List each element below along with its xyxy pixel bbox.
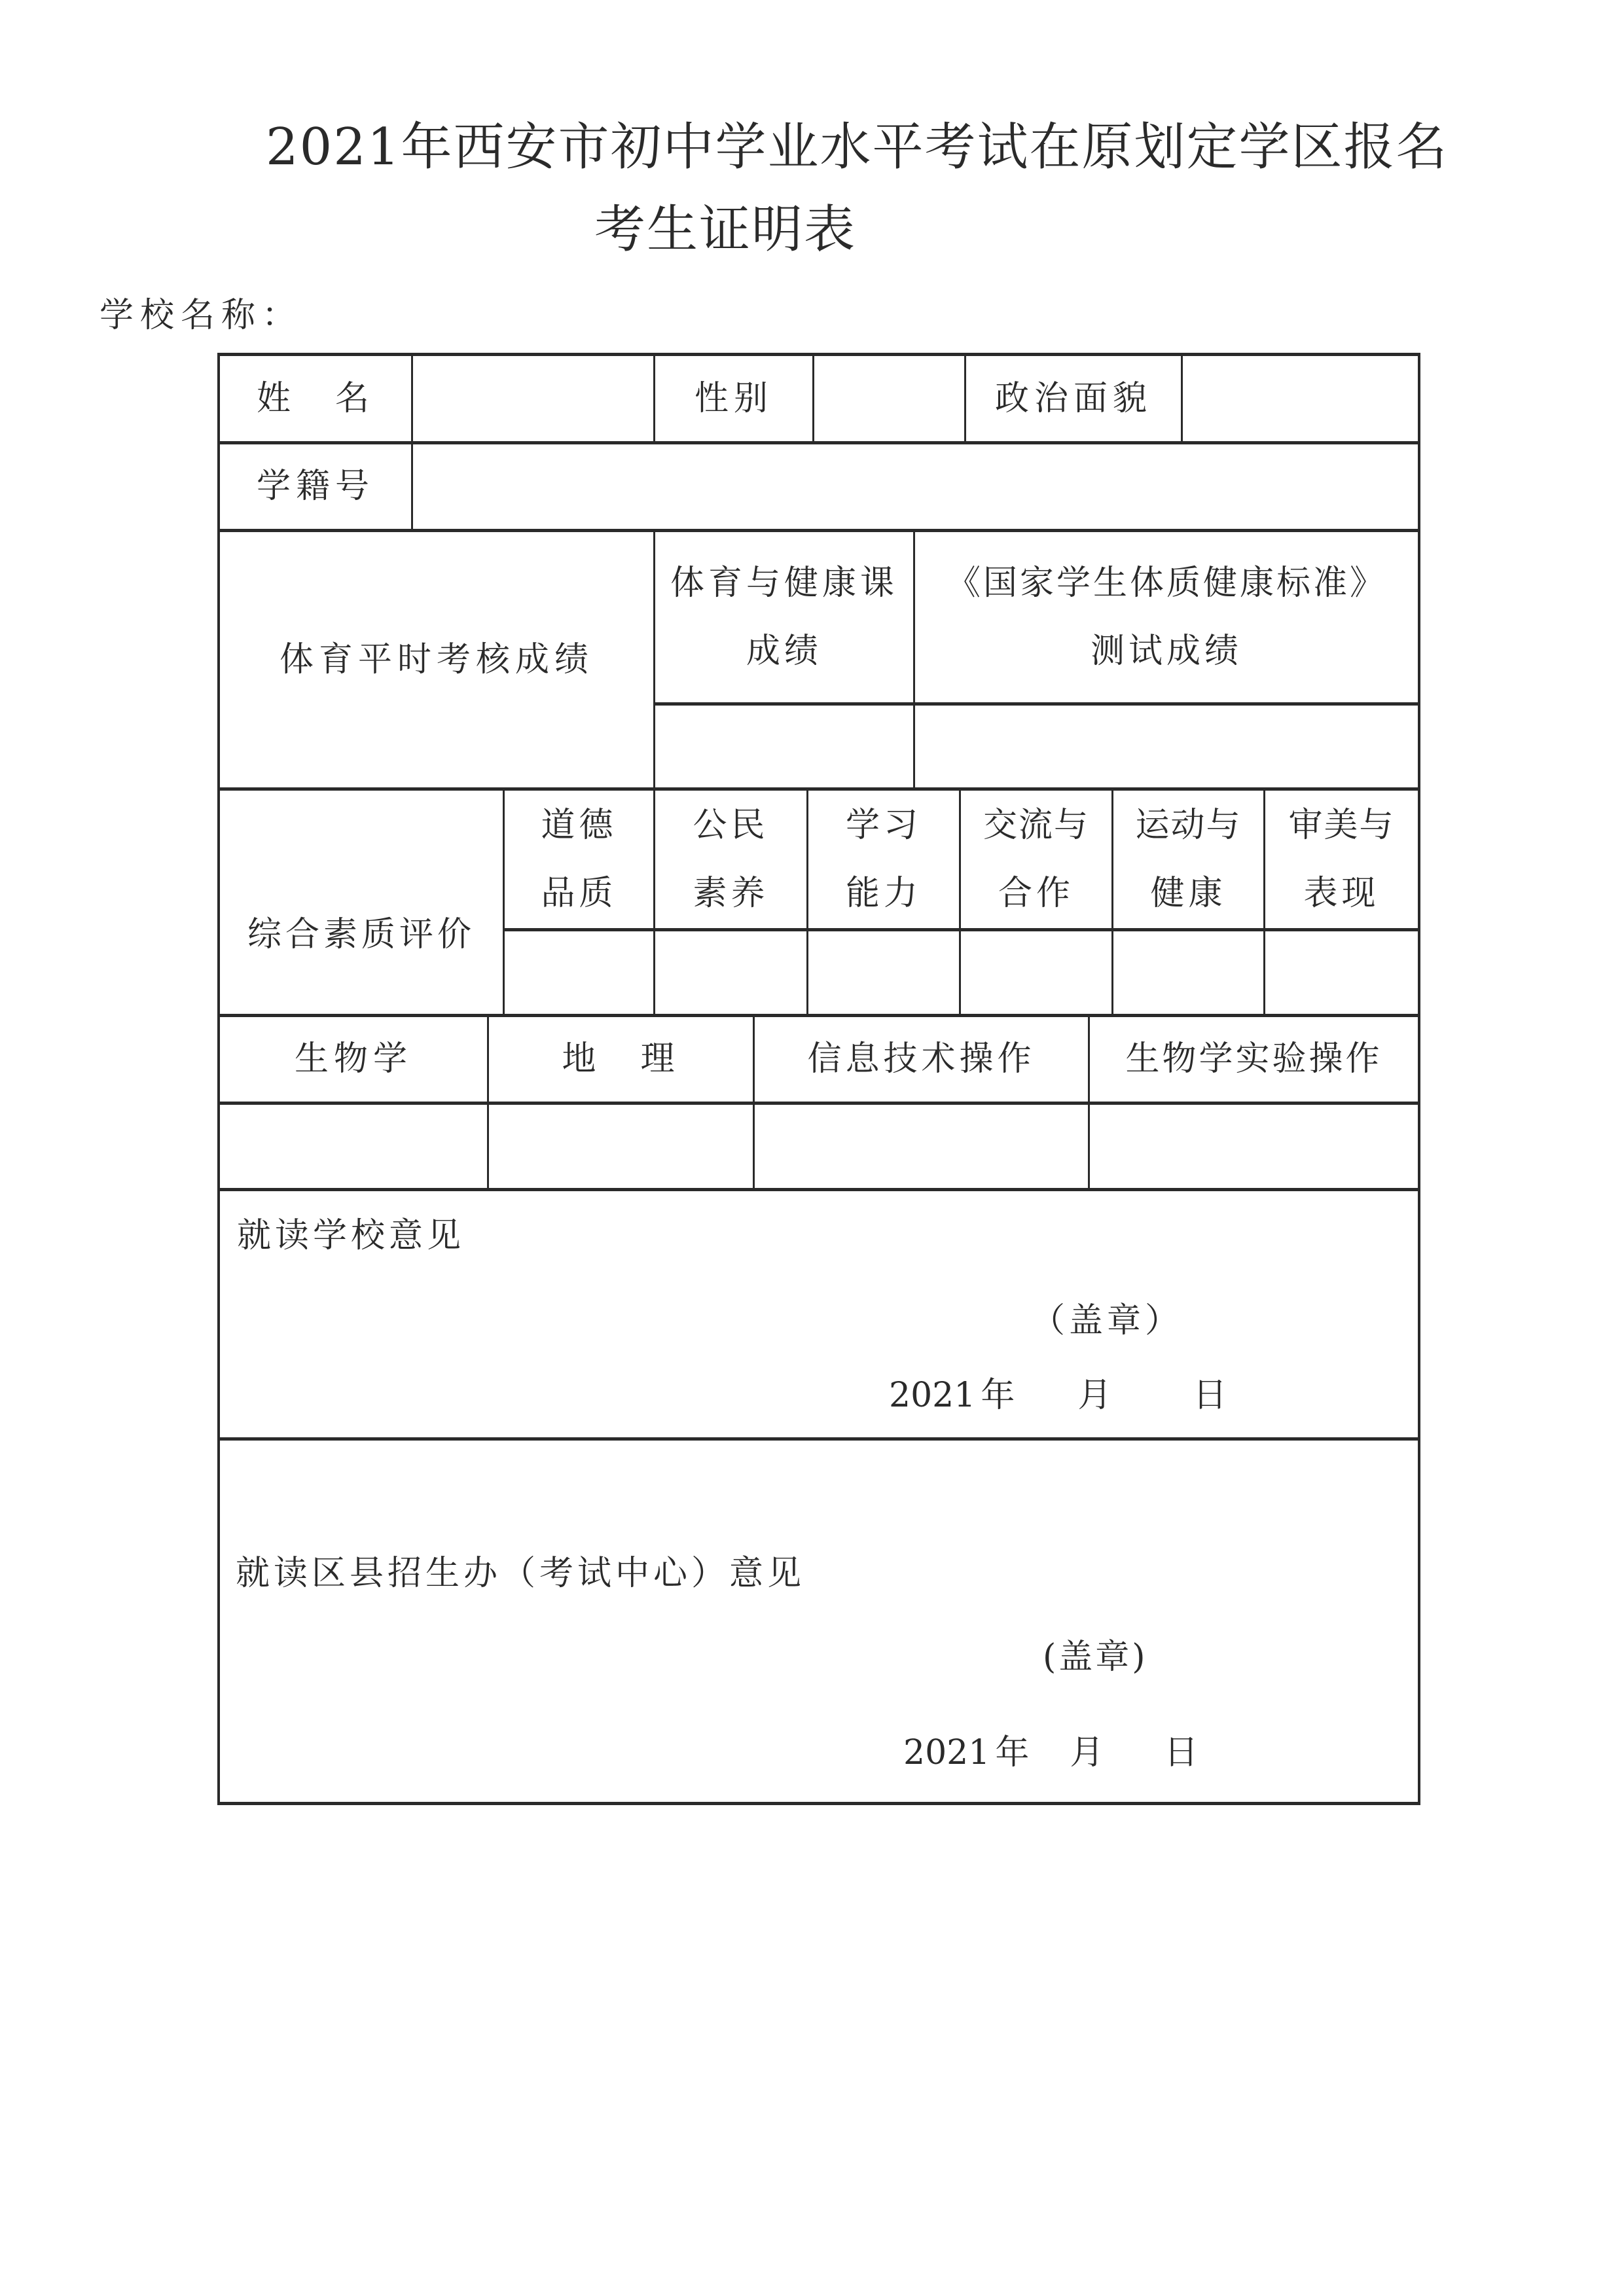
document-title-line2: 考生证明表 — [594, 200, 857, 259]
student-id-label-cell — [220, 444, 411, 529]
political-status-label: 政治面貌 — [994, 378, 1152, 418]
district-opinion-label: 就读区县招生办（考试中心）意见 — [236, 1554, 806, 1593]
quality-learning-field[interactable] — [808, 931, 959, 1014]
district-opinion-area[interactable] — [220, 1441, 1418, 1802]
gender-field[interactable] — [814, 356, 964, 441]
quality-header-learning: 学习 能力 — [845, 806, 922, 913]
political-status-label-cell — [966, 356, 1181, 441]
subject-header-geography: 地 理 — [562, 1039, 680, 1079]
political-status-field[interactable] — [1183, 356, 1418, 441]
biology-lab-score-field[interactable] — [1090, 1105, 1418, 1188]
subject-header-it-operation: 信息技术操作 — [807, 1039, 1036, 1079]
quality-header-civic: 公民 素养 — [693, 806, 769, 913]
quality-header-moral: 道德 品质 — [541, 806, 617, 913]
quality-eval-label: 综合素质评价 — [247, 915, 475, 955]
district-opinion-date: 2021 年 月 日 — [903, 1733, 1199, 1772]
student-id-label: 学籍号 — [256, 467, 374, 507]
pe-course-score-field[interactable] — [655, 706, 913, 787]
school-name-field[interactable] — [308, 288, 831, 340]
quality-header-sports: 运动与 健康 — [1135, 806, 1242, 913]
gender-label: 性别 — [694, 378, 773, 418]
name-label-cell — [220, 356, 411, 441]
subject-header-biology: 生物学 — [294, 1039, 412, 1079]
table-border-right — [1418, 354, 1420, 1804]
row-line — [217, 1802, 1420, 1805]
quality-header-aesthetics: 审美与 表现 — [1288, 806, 1395, 913]
pe-course-header: 体育与健康课 成绩 — [670, 564, 898, 671]
school-stamp-note: （盖章） — [1031, 1301, 1183, 1340]
school-opinion-date: 2021 年 月 日 — [889, 1376, 1227, 1415]
pe-score-label: 体育平时考核成绩 — [279, 639, 594, 679]
school-date-year: 2021 — [889, 1376, 976, 1415]
subject-header-biology-lab: 生物学实验操作 — [1125, 1039, 1382, 1079]
it-operation-score-field[interactable] — [755, 1105, 1088, 1188]
district-stamp-note: (盖章) — [1043, 1638, 1148, 1677]
school-opinion-label-pos: 就读学校意见 — [237, 1216, 465, 1255]
quality-civic-field[interactable] — [655, 931, 806, 1014]
name-label: 姓 名 — [256, 378, 374, 418]
name-field[interactable] — [413, 356, 653, 441]
district-date-year: 2021 — [903, 1733, 990, 1772]
school-name-label: 学校名称： — [99, 296, 303, 335]
quality-header-communication: 交流与 合作 — [983, 806, 1089, 913]
quality-sports-field[interactable] — [1113, 931, 1263, 1014]
document-title-line1: 2021年西安市初中学业水平考试在原划定学区报名 — [266, 118, 1449, 177]
pe-score-label-cell — [220, 532, 653, 787]
quality-eval-label-cell — [220, 791, 503, 1014]
gender-label-cell — [655, 356, 812, 441]
student-id-field[interactable] — [413, 444, 1418, 529]
quality-aesthetics-field[interactable] — [1265, 931, 1418, 1014]
geography-score-field[interactable] — [489, 1105, 753, 1188]
quality-communication-field[interactable] — [961, 931, 1111, 1014]
pe-standard-header: 《国家学生体质健康标准》 测试成绩 — [946, 564, 1386, 671]
pe-standard-score-field[interactable] — [915, 706, 1418, 787]
biology-score-field[interactable] — [220, 1105, 487, 1188]
quality-moral-field[interactable] — [505, 931, 653, 1014]
